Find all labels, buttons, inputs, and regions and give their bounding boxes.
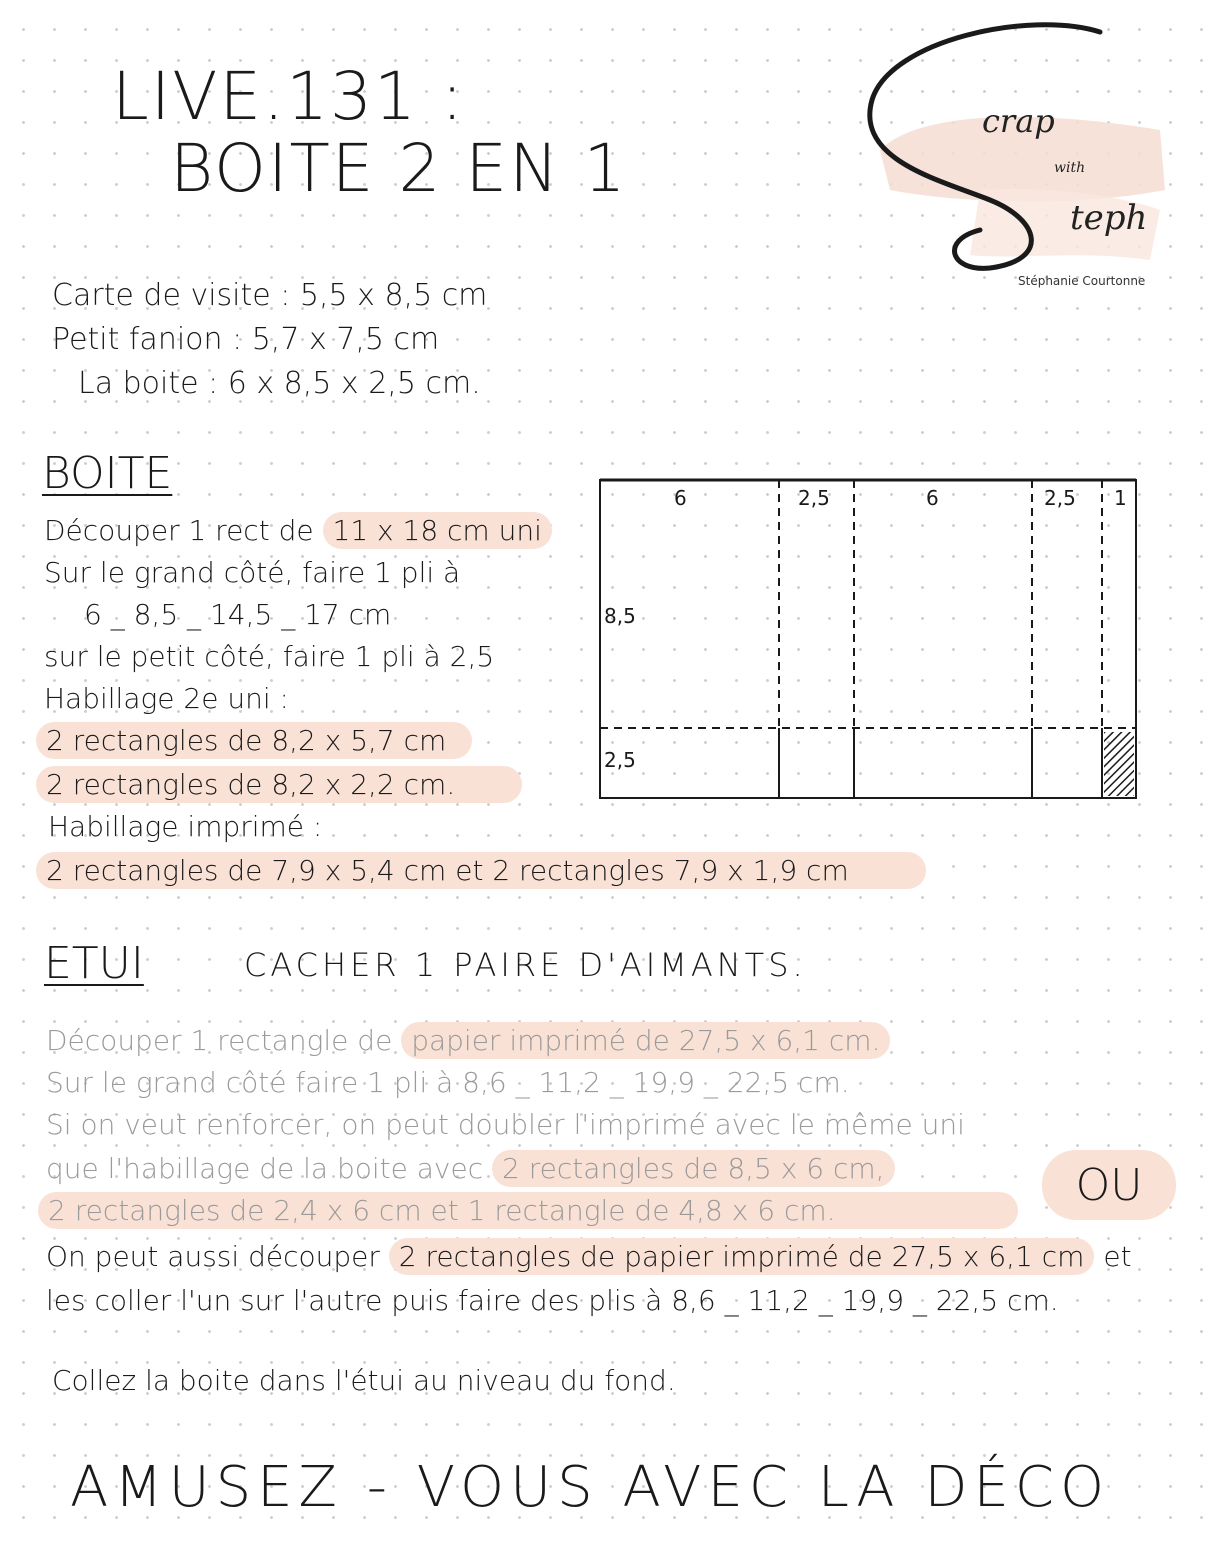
size-small-pennant: Petit fanion : 5,7 x 7,5 cm	[52, 322, 440, 357]
etui-alt-line-1-text: On peut aussi découper	[46, 1240, 380, 1273]
etui-grey-line-1	[46, 1024, 890, 1057]
logo-word-steph: teph	[1070, 198, 1148, 238]
title-line-2: BOITE 2 EN 1	[170, 130, 628, 207]
etui-alt-line-1	[46, 1240, 1132, 1273]
etui-grey-line-3: Si on veut renforcer, on peut doubler l'imprimé avec le même uni	[46, 1108, 965, 1141]
boite-line-3: 6 _ 8,5 _ 14,5 _ 17 cm	[84, 598, 392, 631]
etui-heading: ETUI	[44, 938, 144, 989]
diagram-col-label-3: 6	[926, 486, 939, 510]
etui-subheading: CACHER 1 PAIRE D'AIMANTS.	[244, 946, 807, 984]
etui-grey-line-4-text: que l'habillage de la boite avec	[46, 1152, 484, 1185]
diagram-col-label-5: 1	[1114, 486, 1127, 510]
ou-badge: OU	[1042, 1150, 1176, 1220]
title-line-1: LIVE.131 :	[112, 58, 466, 135]
logo-word-with: with	[1054, 160, 1086, 176]
etui-final-line: Collez la boite dans l'étui au niveau du fond.	[52, 1364, 676, 1397]
boite-line-5: Habillage 2e uni :	[44, 682, 289, 715]
etui-grey-line-5: 2 rectangles de 2,4 x 6 cm et 1 rectangle de 4,8 x 6 cm.	[38, 1192, 1018, 1229]
boite-line-1	[44, 514, 552, 547]
boite-line-1-text: Découper 1 rect de	[44, 514, 314, 547]
etui-alt-line-1-suffix: et	[1103, 1240, 1132, 1273]
boite-line-4: sur le petit côté, faire 1 pli à 2,5	[44, 640, 495, 673]
etui-grey-line-1-text: Découper 1 rectangle de	[46, 1024, 393, 1057]
boite-line-1-highlight: 11 x 18 cm uni	[323, 512, 552, 549]
logo-word-scrap: crap	[982, 102, 1055, 140]
diagram-col-label-2: 2,5	[798, 486, 830, 510]
boite-line-9: 2 rectangles de 7,9 x 5,4 cm et 2 rectangles 7,9 x 1,9 cm	[36, 852, 926, 889]
boite-heading: BOITE	[42, 448, 173, 499]
etui-grey-line-2: Sur le grand côté faire 1 pli à 8,6 _ 11,2 _ 19,9 _ 22,5 cm.	[46, 1066, 850, 1099]
etui-alt-line-2: les coller l'un sur l'autre puis faire des plis à 8,6 _ 11,2 _ 19,9 _ 22,5 cm.	[46, 1284, 1059, 1317]
boite-line-8: Habillage imprimé :	[48, 810, 323, 843]
boite-line-2: Sur le grand côté, faire 1 pli à	[44, 556, 461, 589]
etui-grey-line-1-highlight: papier imprimé de 27,5 x 6,1 cm.	[401, 1022, 890, 1059]
diagram-row-label-2: 2,5	[604, 748, 636, 772]
boite-line-7: 2 rectangles de 8,2 x 2,2 cm.	[36, 766, 522, 803]
etui-grey-line-4	[46, 1152, 895, 1185]
size-box: La boite : 6 x 8,5 x 2,5 cm.	[78, 366, 481, 401]
logo-graphic	[860, 20, 1180, 300]
logo-author: Stéphanie Courtonne	[1018, 274, 1146, 288]
boite-line-6: 2 rectangles de 8,2 x 5,7 cm	[36, 722, 472, 759]
box-fold-diagram	[596, 476, 1144, 804]
scrap-with-steph-logo	[860, 20, 1180, 300]
diagram-col-label-4: 2,5	[1044, 486, 1076, 510]
footer-banner: AMUSEZ - VOUS AVEC LA DÉCO	[70, 1455, 1111, 1520]
fold-diagram-lines	[596, 476, 1144, 804]
diagram-row-label-1: 8,5	[604, 604, 636, 628]
size-business-card: Carte de visite : 5,5 x 8,5 cm	[52, 278, 488, 313]
etui-alt-line-1-highlight: 2 rectangles de papier imprimé de 27,5 x 6,1 cm	[389, 1238, 1095, 1275]
diagram-col-label-1: 6	[674, 486, 687, 510]
etui-grey-line-4-highlight: 2 rectangles de 8,5 x 6 cm,	[492, 1150, 895, 1187]
